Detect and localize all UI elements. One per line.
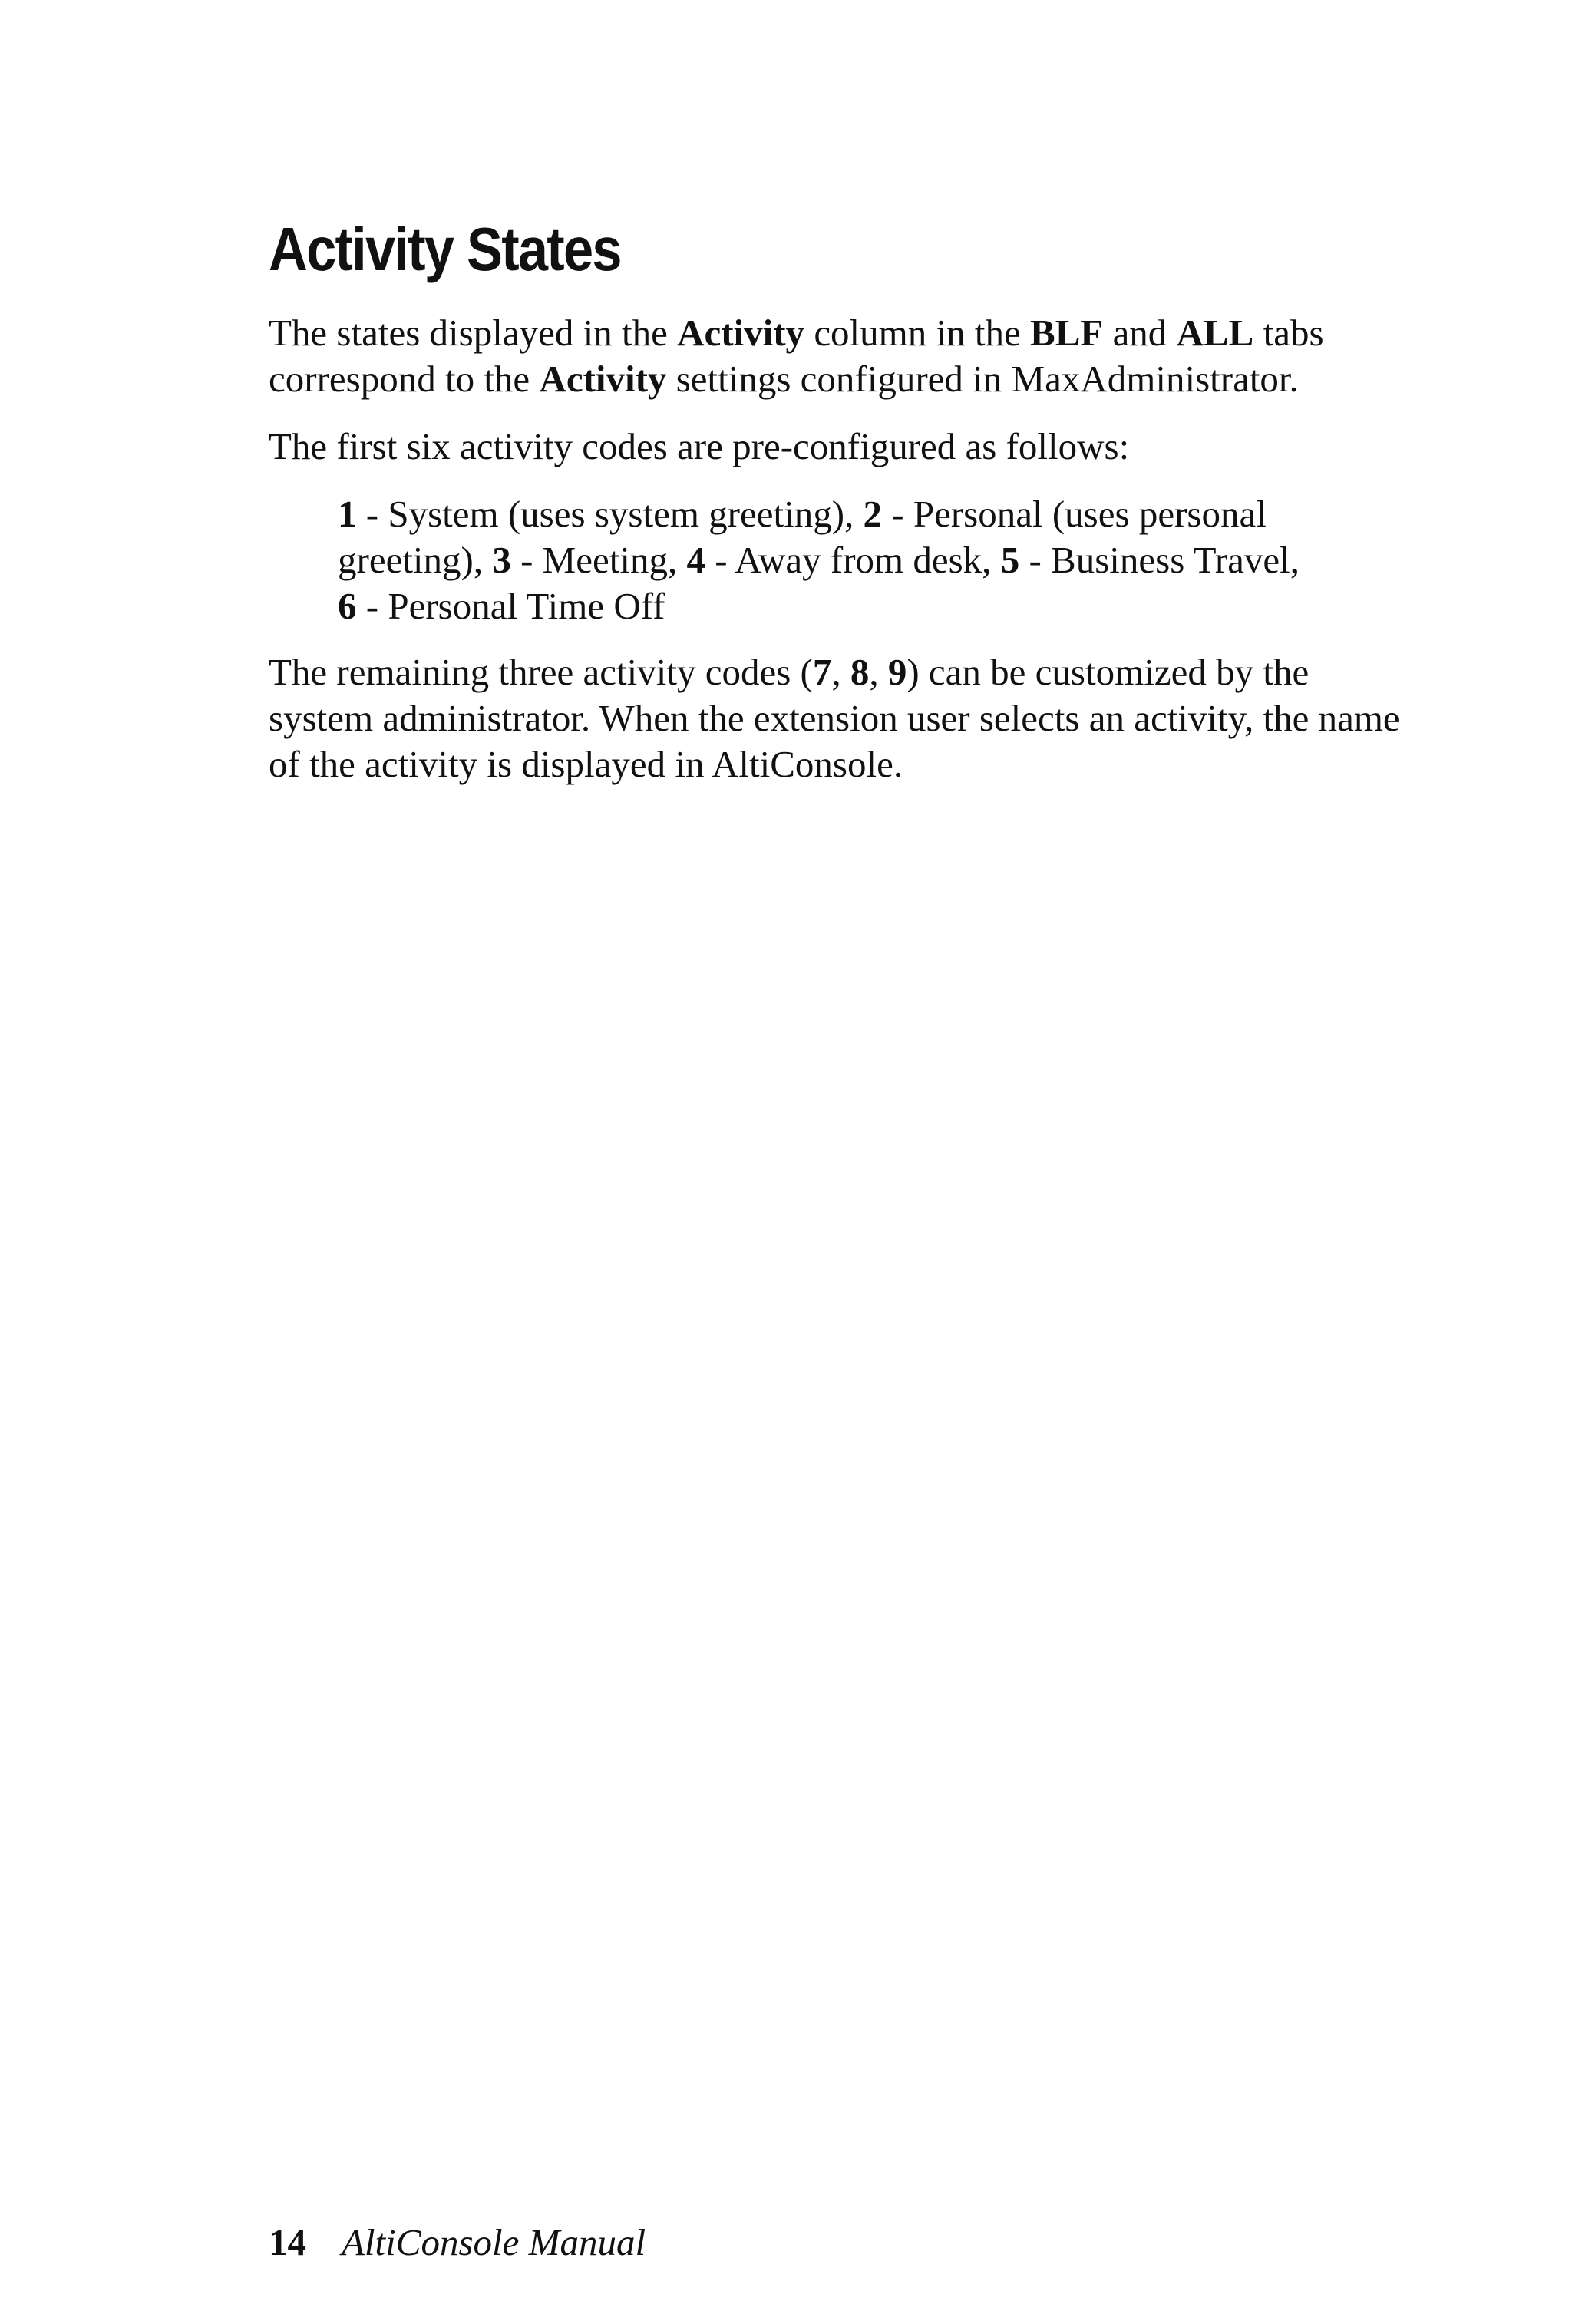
code-label: - Away from desk,: [705, 539, 1001, 581]
code-label: greeting),: [338, 539, 493, 581]
paragraph-line-3: of the activity is displayed in AltiConsole.: [269, 743, 903, 785]
paragraph-line-2: system administrator. When the extension user selects an activity, the name: [269, 697, 1400, 739]
code-label: - Personal Time Off: [356, 585, 665, 627]
text-run: tabs correspond to the: [269, 312, 1324, 400]
paragraph-line-1: [269, 649, 1405, 695]
bold-term-activity-settings: Activity: [539, 358, 667, 400]
code-number: 2: [863, 493, 883, 535]
section-heading: Activity States: [269, 215, 621, 283]
activity-code-list: [338, 491, 1405, 629]
code-number: 9: [887, 651, 907, 693]
code-label: - Business Travel,: [1019, 539, 1300, 581]
list-line-1: [338, 491, 1405, 537]
bold-term-blf: BLF: [1030, 312, 1104, 354]
code-number: 1: [338, 493, 357, 535]
text-run: The remaining three activity codes (: [269, 651, 813, 693]
text-run: ,: [831, 651, 850, 693]
text-run: settings configured in MaxAdministrator.: [666, 358, 1299, 400]
bold-term-all: ALL: [1176, 312, 1254, 354]
code-number: 8: [850, 651, 870, 693]
code-number: 4: [686, 539, 705, 581]
code-number: 5: [1000, 539, 1020, 581]
paragraph-activity-column: [269, 310, 1405, 402]
text-run: ,: [869, 651, 888, 693]
page-footer: [269, 2220, 646, 2266]
code-number: 7: [812, 651, 832, 693]
paragraph-preconfigured-intro: The first six activity codes are pre-configured as follows:: [269, 425, 1130, 467]
code-label: - Personal (uses personal: [882, 493, 1267, 535]
list-line-2: [338, 537, 1405, 583]
text-run: and: [1103, 312, 1177, 354]
paragraph-custom-codes: [269, 649, 1405, 787]
code-number: 3: [492, 539, 511, 581]
bold-term-activity: Activity: [677, 312, 805, 354]
text-run: ) can be customized by the: [907, 651, 1309, 693]
manual-title: AltiConsole Manual: [342, 2221, 646, 2263]
page-number: 14: [269, 2221, 306, 2263]
code-label: - Meeting,: [510, 539, 687, 581]
text-run: The states displayed in the: [269, 312, 678, 354]
code-number: 6: [338, 585, 357, 627]
code-label: - System (uses system greeting),: [356, 493, 864, 535]
text-run: column in the: [804, 312, 1031, 354]
list-line-3: [338, 583, 1405, 629]
